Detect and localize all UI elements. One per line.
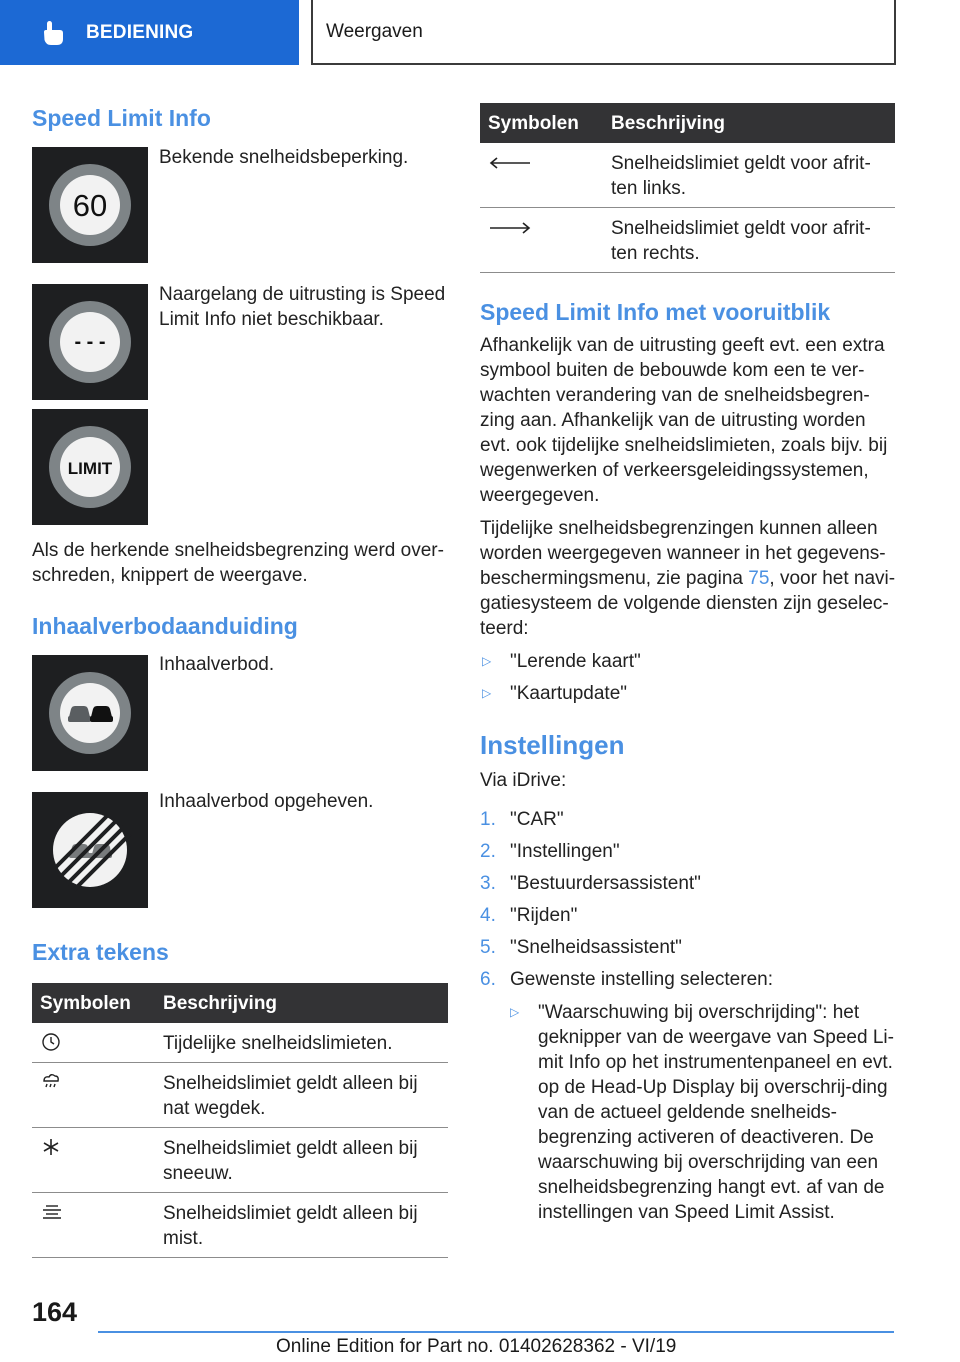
row-description: Snelheidslimiet geldt voor afrit-ten links. <box>611 153 871 199</box>
column-header-symbols: Symbolen <box>40 992 131 1014</box>
sign-unavailable <box>32 284 148 400</box>
page-link[interactable]: 75 <box>748 568 770 589</box>
table-row <box>32 1128 448 1193</box>
heading-preview: Speed Limit Info met vooruitblik <box>480 299 831 325</box>
svg-text:60: 60 <box>72 188 108 223</box>
triangle-bullet-icon: ▷ <box>482 686 492 700</box>
hand-pointer-icon <box>40 19 66 47</box>
snowflake-icon <box>40 1136 62 1158</box>
triangle-bullet-icon: ▷ <box>482 654 492 668</box>
sign-end-no-overtaking-description: Inhaalverbod opgeheven. <box>159 791 374 812</box>
table-row <box>32 1023 448 1063</box>
svg-text:LIMIT: LIMIT <box>67 459 113 478</box>
row-description: Snelheidslimiet geldt alleen bij mist. <box>163 1203 418 1249</box>
fog-icon <box>40 1201 64 1223</box>
arrow-right-icon <box>488 220 532 236</box>
table-row <box>480 143 895 208</box>
sign-60-description: Bekende snelheidsbeperking. <box>159 147 409 168</box>
exit-symbols-table <box>480 103 895 273</box>
preview-paragraph-2: Tijdelijke snelheidsbegrenzingen kunnen alleen worden weergegeven wanneer in het gegevens-beschermingsmenu, zie pagina 75, voor het navi-gatiesysteem de volgende diensten zijn geselec-teerd: <box>480 518 896 639</box>
sign-no-overtaking <box>32 655 148 771</box>
blink-description: Als de herkende snelheidsbegrenzing werd over-schreden, knippert de weergave. <box>32 540 444 586</box>
section-tab[interactable] <box>0 0 299 65</box>
heading-speed-limit-info: Speed Limit Info <box>32 105 211 131</box>
table-header <box>480 103 895 143</box>
row-description: Snelheidslimiet geldt alleen bij sneeuw. <box>163 1138 418 1184</box>
table-row <box>32 1063 448 1128</box>
row-description: Snelheidslimiet geldt alleen bij nat wegdek. <box>163 1073 418 1119</box>
section-label: BEDIENING <box>86 22 194 43</box>
table-header <box>32 983 448 1023</box>
table-row <box>480 208 895 273</box>
footer-divider <box>98 1331 894 1333</box>
edition-info: Online Edition for Part no. 01402628362 - VI/19 <box>276 1336 677 1357</box>
column-header-description: Beschrijving <box>163 992 278 1014</box>
preview-paragraph-1: Afhankelijk van de uitrusting geeft evt. een extra symbool buiten de bebouwde kom een te ver-wachten verandering van de snelheidsbegren-zing aan. Afhankelijk van de uitrusting worden evt. ook tijdelijke snelheidslimieten, zoals bijv. bij wegenwerken of verkeersgeleidingssystemen, weergegeven. <box>480 335 888 506</box>
triangle-bullet-icon: ▷ <box>510 1005 520 1019</box>
column-header-description: Beschrijving <box>611 112 726 134</box>
row-description: Snelheidslimiet geldt voor afrit-ten rechts. <box>611 218 871 264</box>
sign-speed-60 <box>32 147 148 263</box>
page-number: 164 <box>32 1297 78 1327</box>
sign-end-no-overtaking <box>32 792 148 908</box>
table-row <box>32 1193 448 1258</box>
heading-settings: Instellingen <box>480 730 625 760</box>
page-topic: Weergaven <box>311 0 896 65</box>
sign-limit <box>32 409 148 525</box>
clock-icon <box>40 1031 62 1053</box>
sign-no-overtaking-description: Inhaalverbod. <box>159 654 275 675</box>
svg-text:- - -: - - - <box>74 331 106 353</box>
arrow-left-icon <box>488 155 532 171</box>
extra-signs-table <box>32 983 448 1258</box>
heading-overtaking: Inhaalverbodaanduiding <box>32 613 298 639</box>
column-header-symbols: Symbolen <box>488 112 579 134</box>
row-description: Tijdelijke snelheidslimieten. <box>163 1033 393 1054</box>
heading-extra-signs: Extra tekens <box>32 939 169 965</box>
rain-cloud-icon <box>40 1071 62 1093</box>
sign-unavailable-description: Naargelang de uitrusting is Speed Limit Info niet beschikbaar. <box>159 284 446 330</box>
via-idrive: Via iDrive: <box>480 770 567 791</box>
